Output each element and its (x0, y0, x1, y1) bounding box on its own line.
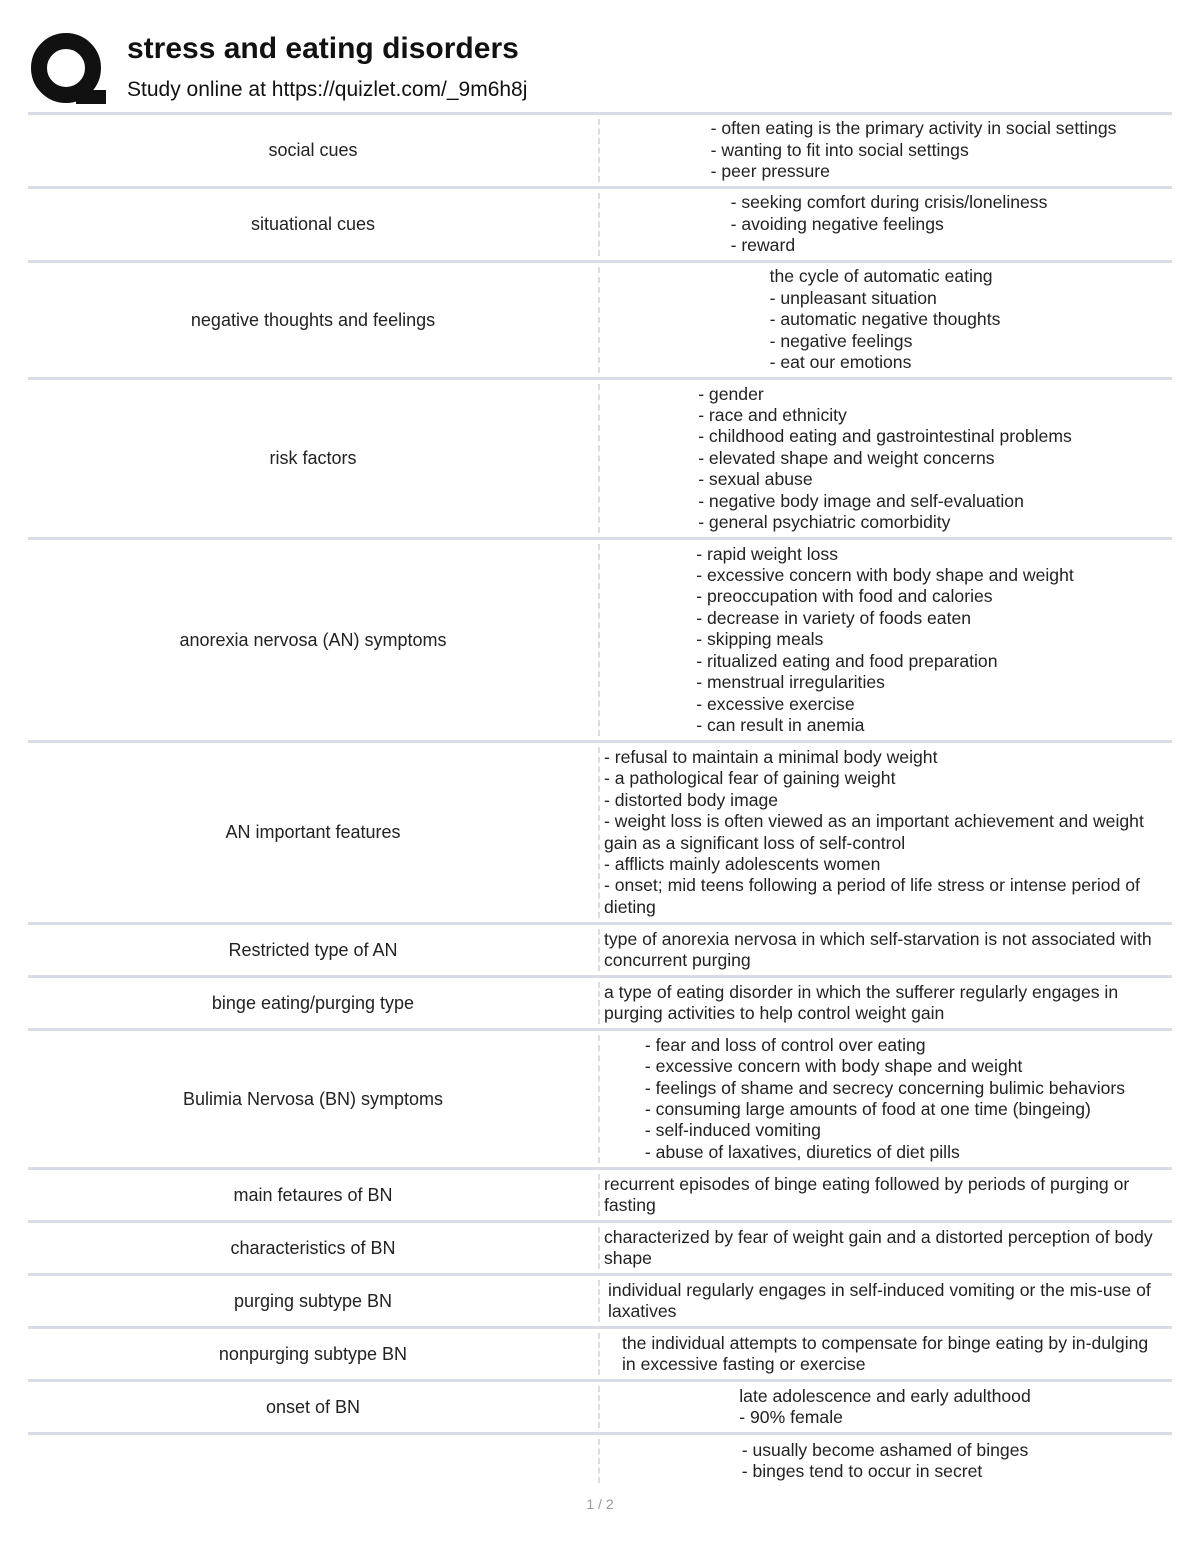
card-term: Restricted type of AN (28, 929, 600, 971)
card-term: Bulimia Nervosa (BN) symptoms (28, 1035, 600, 1163)
definition-line: - gender (698, 383, 764, 404)
card-definition (600, 743, 1172, 922)
page-title: stress and eating disorders (127, 32, 519, 65)
definition-line: type of anorexia nervosa in which self-starvation is not associated with concurrent purging (604, 928, 1152, 970)
definition-line: recurrent episodes of binge eating followed by periods of purging or fasting (604, 1173, 1130, 1215)
definition-line: - childhood eating and gastrointestinal problems (698, 426, 1072, 447)
card-term: characteristics of BN (28, 1227, 600, 1269)
quizlet-q-logo-icon (30, 32, 106, 108)
definition-line: a type of eating disorder in which the sufferer regularly engages in purging activities to help control weight gain (604, 981, 1119, 1023)
card-term: AN important features (28, 747, 600, 918)
definition-line: - eat our emotions (769, 352, 912, 373)
card-definition (600, 1031, 1172, 1167)
definition-line: - rapid weight loss (696, 543, 839, 564)
definition-line: - usually become ashamed of binges (741, 1439, 1029, 1460)
definition-line: - ritualized eating and food preparation (696, 650, 998, 671)
definition-line: - general psychiatric comorbidity (698, 512, 951, 533)
definition-line: - consuming large amounts of food at one time (bingeing) (644, 1099, 1091, 1119)
card-term: negative thoughts and feelings (28, 267, 600, 373)
card-definition (600, 115, 1172, 186)
definition-line: - refusal to maintain a minimal body weight (604, 746, 938, 767)
definition-line: - excessive concern with body shape and weight (696, 565, 1074, 586)
definition-line: - preoccupation with food and calories (696, 586, 993, 607)
definition-line: - race and ethnicity (698, 404, 847, 425)
flashcard (28, 380, 1172, 540)
definition-line: - excessive exercise (696, 693, 855, 714)
flashcard (28, 263, 1172, 380)
definition-line: - wanting to fit into social settings (710, 139, 969, 160)
definition-line: late adolescence and early adulthood (739, 1385, 1031, 1406)
definition-line: - self-induced vomiting (644, 1120, 821, 1141)
flashcard (28, 1276, 1172, 1329)
definition-line: - avoiding negative feelings (730, 213, 944, 234)
definition-line: - reward (730, 235, 796, 256)
definition-line: individual regularly engages in self-induced vomiting or the mis-use of laxatives (608, 1279, 1151, 1321)
card-term: nonpurging subtype BN (28, 1333, 600, 1375)
definition-line: - weight loss is often viewed as an important achievement and weight gain as a significant loss of self-control (604, 811, 1144, 853)
card-definition (600, 1435, 1172, 1487)
card-definition (600, 1223, 1172, 1273)
definition-line: - 90% female (739, 1407, 843, 1427)
definition-line: - can result in anemia (696, 714, 865, 735)
definition-line: - negative feelings (769, 330, 913, 351)
definition-line: - often eating is the primary activity in social settings (710, 118, 1117, 139)
card-term: onset of BN (28, 1386, 600, 1428)
card-term: purging subtype BN (28, 1280, 600, 1322)
card-definition (600, 1329, 1172, 1379)
card-term: main fetaures of BN (28, 1174, 600, 1216)
definition-line: the cycle of automatic eating (769, 266, 993, 287)
definition-line: - onset; mid teens following a period of life stress or intense period of dieting (604, 875, 1140, 917)
definition-line: - a pathological fear of gaining weight (604, 768, 896, 789)
definition-line: - decrease in variety of foods eaten (696, 607, 972, 628)
flashcard (28, 115, 1172, 189)
definition-line: - peer pressure (710, 161, 830, 182)
card-definition (600, 540, 1172, 740)
card-term: situational cues (28, 193, 600, 256)
card-definition (600, 978, 1172, 1028)
flashcard (28, 1435, 1172, 1487)
flashcard (28, 1223, 1172, 1276)
flashcard (28, 189, 1172, 263)
card-definition (600, 925, 1172, 975)
card-definition (600, 1170, 1172, 1220)
card-term: binge eating/purging type (28, 982, 600, 1024)
card-definition (600, 1382, 1172, 1432)
card-term: social cues (28, 119, 600, 182)
flashcard (28, 540, 1172, 743)
definition-line: - skipping meals (696, 629, 824, 650)
definition-line: - automatic negative thoughts (769, 309, 1001, 330)
study-online-link[interactable]: Study online at https://quizlet.com/_9m6h8j (127, 78, 528, 101)
definition-line: characterized by fear of weight gain and a distorted perception of body shape (604, 1226, 1153, 1268)
flashcard (28, 1031, 1172, 1170)
card-definition (600, 1276, 1172, 1326)
card-definition (600, 263, 1172, 377)
page-header (30, 28, 1170, 110)
card-term: anorexia nervosa (AN) symptoms (28, 544, 600, 736)
flashcard (28, 925, 1172, 978)
definition-line: - fear and loss of control over eating (644, 1034, 926, 1055)
card-definition (600, 189, 1172, 260)
card-definition (600, 380, 1172, 537)
card-term (28, 1439, 600, 1483)
card-term: risk factors (28, 384, 600, 533)
definition-line: - distorted body image (604, 789, 779, 810)
definition-line: - menstrual irregularities (696, 672, 885, 693)
flashcard (28, 743, 1172, 925)
definition-line: - afflicts mainly adolescents women (604, 853, 881, 874)
definition-line: - seeking comfort during crisis/loneliness (730, 192, 1048, 213)
definition-line: - negative body image and self-evaluation (698, 490, 1024, 511)
definition-line: - sexual abuse (698, 469, 813, 490)
page-number: 1 / 2 (586, 1496, 614, 1512)
flashcard-list (28, 112, 1172, 1487)
definition-line: - binges tend to occur in secret (741, 1461, 983, 1481)
definition-line: - excessive concern with body shape and weight (644, 1056, 1023, 1077)
flashcard (28, 1170, 1172, 1223)
flashcard (28, 1329, 1172, 1382)
definition-line: - unpleasant situation (769, 287, 937, 308)
definition-line: - abuse of laxatives, diuretics of diet pills (644, 1141, 960, 1162)
flashcard (28, 1382, 1172, 1435)
definition-line: the individual attempts to compensate for binge eating by in-dulging in excessive fasting or exercise (622, 1332, 1149, 1374)
flashcard (28, 978, 1172, 1031)
definition-line: - feelings of shame and secrecy concerning bulimic behaviors (644, 1077, 1126, 1098)
definition-line: - elevated shape and weight concerns (698, 447, 995, 468)
